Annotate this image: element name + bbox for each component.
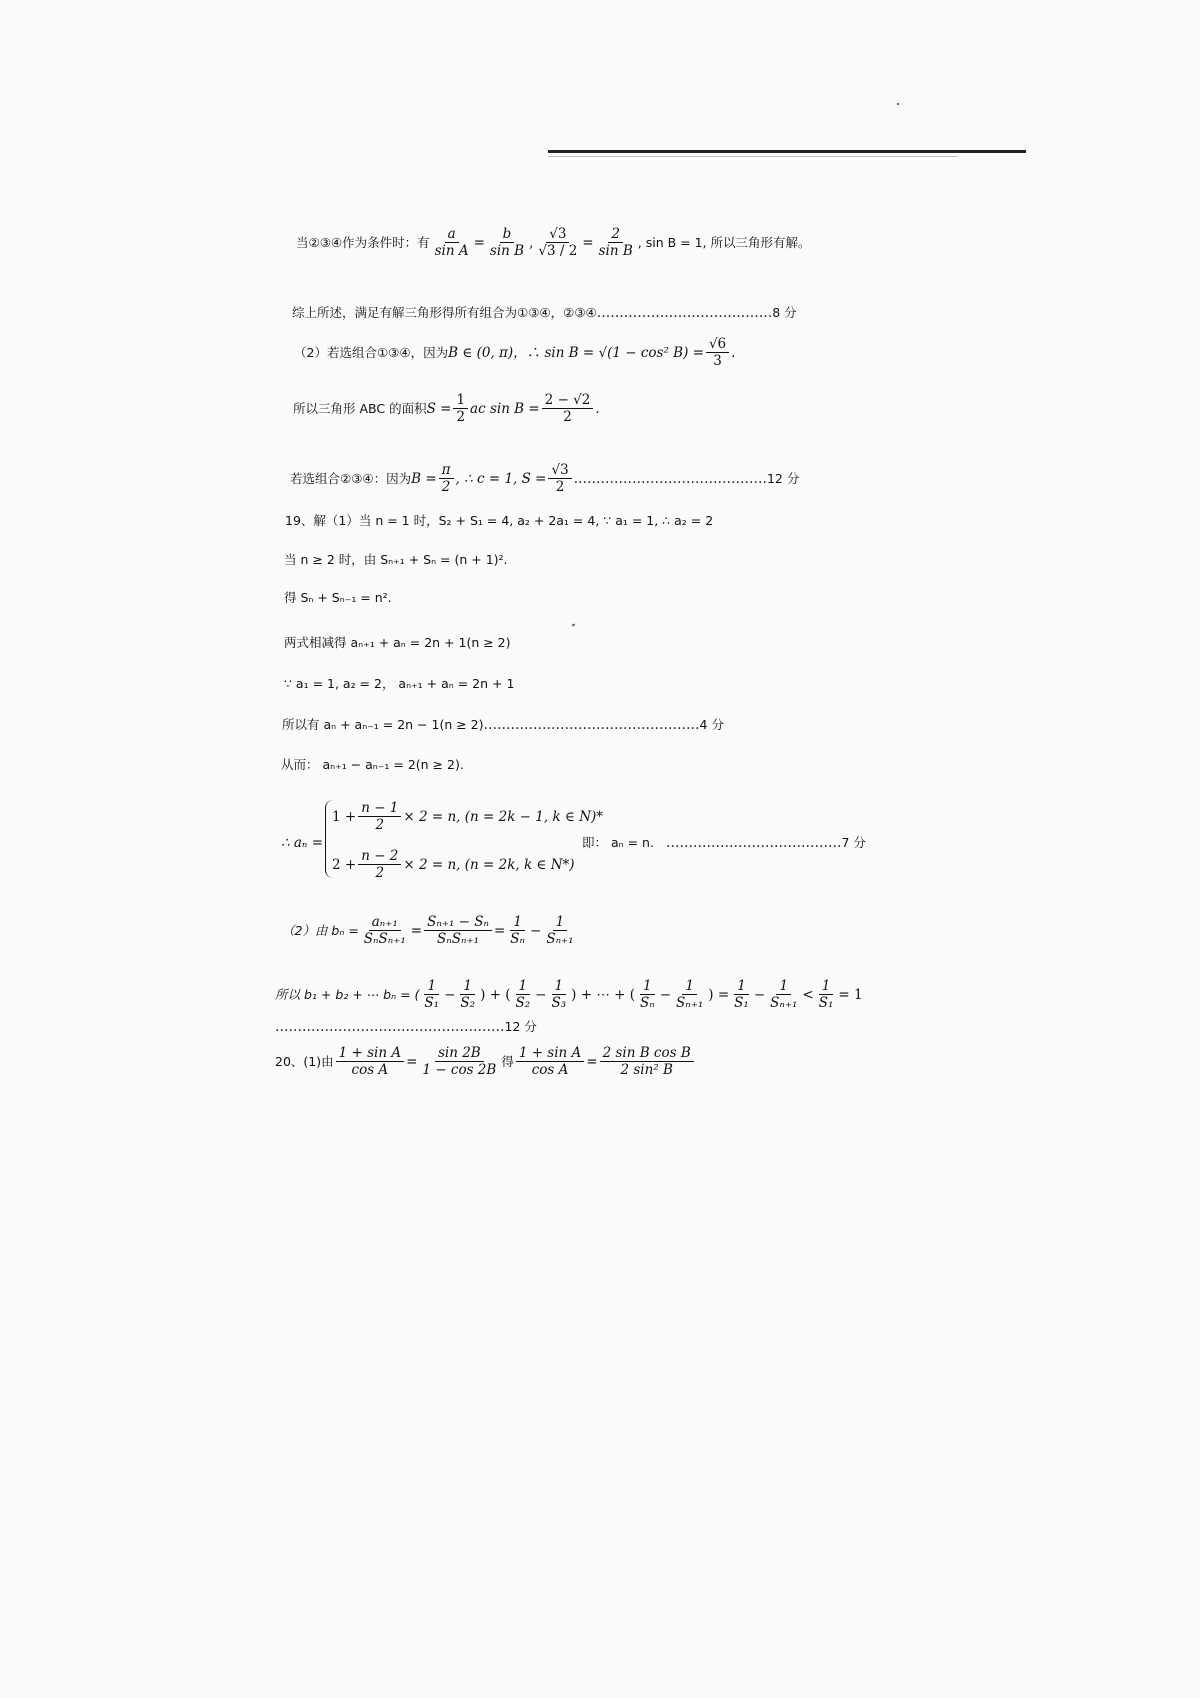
- fraction: $\frac{2 - √2}{2}$: [542, 392, 594, 425]
- text: = 1: [838, 986, 863, 1003]
- fraction: $\frac{a}{\text{sin A}}$: [434, 226, 469, 259]
- fraction: $\frac{1}{\text{Sₙ₊₁}}$: [770, 978, 798, 1011]
- score: 7 分: [841, 835, 866, 850]
- text: ,: [529, 234, 534, 251]
- text: （2）由 bₙ =: [282, 922, 359, 938]
- fraction: $\frac{\text{aₙ₊₁}}{\text{SₙSₙ₊₁}}$: [363, 914, 406, 947]
- fraction: $\frac{√3}{√3 / 2}$: [538, 226, 578, 259]
- text: × 2 = n, (n = 2k − 1, k ∈ N)*: [403, 808, 604, 825]
- line-9: [284, 634, 511, 652]
- line-13-case-1: [332, 800, 603, 833]
- fraction: $\frac{1}{\text{Sₙ₊₁}}$: [546, 914, 574, 947]
- line-16: [275, 1018, 537, 1036]
- fraction: $\frac{1}{\text{Sₙ}}$: [639, 978, 655, 1011]
- fraction: $\frac{1}{\text{Sₙ₊₁}}$: [676, 978, 704, 1011]
- text: 得: [501, 1053, 514, 1069]
- fraction: $\frac{n - 1}{2}$: [358, 800, 401, 833]
- leader-dots: …………………………………………: [483, 717, 700, 733]
- text: 1 +: [332, 808, 357, 825]
- fraction: $\frac{√6}{3}$: [706, 336, 729, 369]
- fraction: $\frac{2}{\text{sin B}}$: [598, 226, 633, 259]
- fraction: $\frac{1}{2}$: [453, 392, 468, 425]
- leader-dots: …………………………………: [665, 835, 842, 851]
- leader-dots: .……………………………………: [573, 470, 767, 487]
- text: 2 +: [332, 856, 357, 873]
- text: ac sin B =: [470, 400, 540, 417]
- fraction: $\frac{n - 2}{2}$: [358, 848, 401, 881]
- text: × 2 = n, (n = 2k, k ∈ N*): [403, 856, 575, 873]
- text: 所以三角形 ABC 的面积: [293, 400, 427, 416]
- fraction: $\frac{1}{\text{S₁}}$: [818, 978, 834, 1011]
- text: ∴ aₙ =: [281, 835, 324, 851]
- text: 19、解（1）当 n = 1 时，S₂ + S₁ = 4, a₂ + 2a₁ = 4, ∵ a₁ = 1, ∴ a₂ = 2: [285, 513, 714, 528]
- line-13-note: [582, 834, 866, 852]
- fraction: $\frac{\text{1 + sin A}}{\text{cos A}}$: [516, 1045, 584, 1078]
- line-5: [290, 462, 799, 495]
- text: 即： aₙ = n.: [582, 835, 654, 850]
- line-8: [284, 589, 392, 607]
- fraction: $\frac{\sin 2B}{1 - \cos 2B}$: [422, 1045, 497, 1078]
- line-6: [285, 512, 713, 530]
- fraction: $\frac{\pi}{2}$: [439, 462, 454, 495]
- line-13-case-2: [332, 848, 575, 881]
- line-7: [284, 551, 508, 569]
- text: 两式相减得 aₙ₊₁ + aₙ = 2n + 1(n ≥ 2): [284, 635, 511, 650]
- score: 4 分: [699, 717, 724, 732]
- fraction: $\frac{1}{\text{S₂}}$: [515, 978, 531, 1011]
- text: ∵ a₁ = 1, a₂ = 2， aₙ₊₁ + aₙ = 2n + 1: [284, 676, 515, 691]
- fraction: $\frac{\text{Sₙ₊₁ − Sₙ}}{\text{SₙSₙ₊₁}}$: [424, 914, 492, 947]
- text: 当 n ≥ 2 时，由 Sₙ₊₁ + Sₙ = (n + 1)².: [284, 552, 508, 567]
- scan-speck: [897, 103, 899, 105]
- text: 从而： aₙ₊₁ − aₙ₋₁ = 2(n ≥ 2).: [281, 757, 464, 772]
- fraction: $\frac{√3}{2}$: [548, 462, 571, 495]
- fraction: $\frac{1}{\text{S₂}}$: [460, 978, 476, 1011]
- line-2: [292, 304, 797, 322]
- leader-dots: …………………………………: [596, 305, 773, 321]
- text: 所以 b₁ + b₂ + ⋯ bₙ = (: [275, 986, 420, 1002]
- text: B ∈ (0, π)，∴ sin B = √(1 − cos² B) =: [448, 344, 704, 361]
- line-4: 所以三角形 ABC 的面积 S = $\frac{1}{2}$ ac sin B = $\frac{2 - √2}{2}$ .: [293, 392, 600, 425]
- line-10: [284, 675, 514, 693]
- fraction: $\frac{1}{\text{S₃}}$: [551, 978, 567, 1011]
- fraction: $\frac{1}{\text{S₁}}$: [424, 978, 440, 1011]
- text: 20、(1)由: [275, 1053, 334, 1069]
- scan-speck: [572, 623, 576, 626]
- line-3: （2）若选组合①③④，因为 B ∈ (0, π)，∴ sin B = √(1 − cos² B) = $\frac{√6}{3}$ .: [294, 336, 736, 369]
- fraction: $\frac{\text{1 + sin A}}{\text{cos A}}$: [336, 1045, 404, 1078]
- fraction: $\frac{1}{\text{S₁}}$: [734, 978, 749, 1011]
- line-12: [281, 756, 464, 774]
- text: B =: [411, 470, 437, 487]
- score: 12 分: [504, 1019, 537, 1034]
- text: , sin B = 1, 所以三角形有解。: [637, 234, 811, 250]
- line-17: 20、(1)由 $\frac{\text{1 + sin A}}{\text{cos A}}$ = $\frac{\sin 2B}{1 - \cos 2B}$ 得 $\frac{\text{1 + sin A}}{\text{cos A}}$ = $\frac{\text{2 sin B cos B}}{\text{2 sin² B}}$: [275, 1045, 696, 1078]
- fraction: $\frac{1}{\text{Sₙ}}$: [510, 914, 526, 947]
- header-rule-thin: [548, 156, 958, 157]
- text: 所以有 aₙ + aₙ₋₁ = 2n − 1(n ≥ 2): [282, 717, 484, 732]
- line-1: 当②③④作为条件时：有 $\frac{a}{\text{sin A}}$ = $\frac{b}{\text{sin B}}$ , $\frac{√3}{√3 / 2}$ = $\frac{2}{\text{sin B}}$ , sin B = 1, 所以三角形有解。: [296, 226, 811, 259]
- text: 综上所述，满足有解三角形得所有组合为①③④，②③④: [292, 305, 597, 320]
- text: S =: [426, 400, 452, 417]
- text: 若选组合②③④：因为: [290, 470, 412, 486]
- score: 12 分: [766, 470, 800, 486]
- line-14: （2）由 bₙ = $\frac{\text{aₙ₊₁}}{\text{SₙSₙ₊₁}}$ = $\frac{\text{Sₙ₊₁ − Sₙ}}{\text{SₙSₙ₊₁}}$ = $\frac{1}{\text{Sₙ}}$ − $\frac{1}{\text{Sₙ₊₁}}$: [282, 914, 579, 947]
- header-rule: [548, 150, 1026, 153]
- text: （2）若选组合①③④，因为: [294, 344, 449, 360]
- score: 8 分: [772, 305, 797, 320]
- line-15: 所以 b₁ + b₂ + ⋯ bₙ = ( $\frac{1}{\text{S₁}}$ − $\frac{1}{\text{S₂}}$ ) + ( $\frac{1}{\text{S₂}}$ − $\frac{1}{\text{S₃}}$ ) + ⋯ + ( $\frac{1}{\text{Sₙ}}$ − $\frac{1}{\text{Sₙ₊₁}}$ ) = $\frac{1}{\text{S₁}}$ − $\frac{1}{\text{Sₙ₊₁}}$ < $\frac{1}{\text{S₁}}$ = 1: [275, 978, 863, 1011]
- fraction: $\frac{\text{2 sin B cos B}}{\text{2 sin² B}}$: [600, 1045, 694, 1078]
- text: 当②③④作为条件时：有: [296, 234, 430, 250]
- line-13-lhs: [281, 834, 323, 852]
- fraction: $\frac{b}{\text{sin B}}$: [489, 226, 525, 259]
- leader-dots: ……………………………………………: [275, 1019, 505, 1035]
- text: 得 Sₙ + Sₙ₋₁ = n².: [284, 590, 392, 605]
- line-11: [282, 716, 724, 734]
- text: , ∴ c = 1, S =: [455, 470, 547, 487]
